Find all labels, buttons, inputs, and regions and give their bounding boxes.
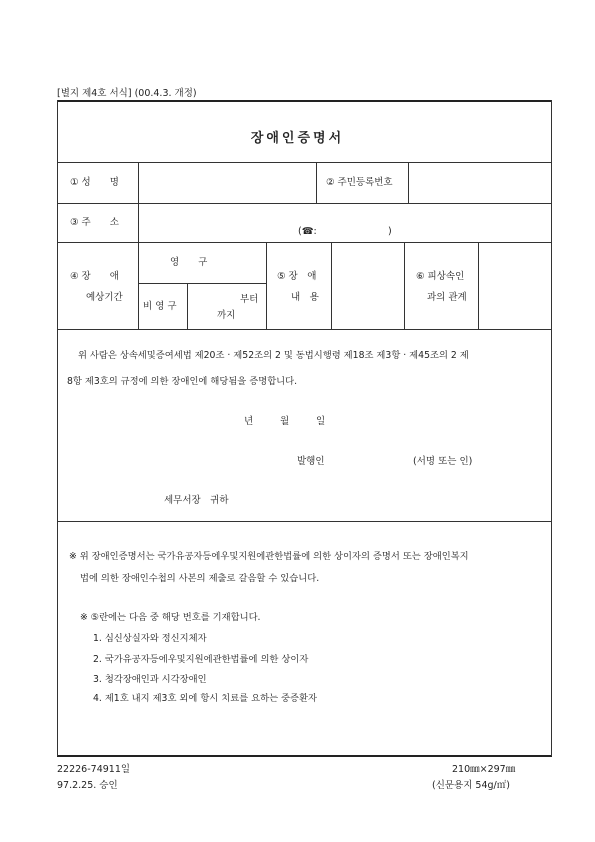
rule-v-r1c xyxy=(408,162,409,203)
note-1-line-1: ※ 위 장애인증명서는 국가유공자등에우및지원에관한법률에 의한 상이자의 증명서 또는 장애인복지 xyxy=(69,551,469,562)
frame-bottom xyxy=(57,755,552,757)
address-label: ③ 주 소 xyxy=(70,217,119,228)
rule-v-r3c xyxy=(266,242,267,329)
rrn-label: ② 주민등록번호 xyxy=(326,177,393,188)
rule-v-r3f xyxy=(478,242,479,329)
rule-v-r3a xyxy=(138,242,139,329)
certification-line-2: 8항 제3호의 규정에 의한 장애인에 해당됨을 증명합니다. xyxy=(67,376,298,387)
relationship-label-1: ⑥ 피상속인 xyxy=(416,271,465,282)
disability-content-label-2: 내 용 xyxy=(291,292,319,303)
frame-left xyxy=(57,100,58,756)
paper-type: (신문용지 54g/㎡) xyxy=(432,780,510,791)
name-label: ① 성 명 xyxy=(70,177,119,188)
note-item: 2. 국가유공자등에우및지원에관한법률에 의한 상이자 xyxy=(93,654,309,665)
relationship-field[interactable] xyxy=(480,244,549,327)
frame-top xyxy=(57,100,552,102)
phone-suffix: ) xyxy=(388,226,392,237)
date-month-label: 월 xyxy=(280,416,290,427)
rule-period-split xyxy=(138,283,266,284)
rrn-field[interactable] xyxy=(410,164,549,201)
note-1-line-2: 법에 의한 장애인수첩의 사본의 제출로 갈음할 수 있습니다. xyxy=(80,573,320,584)
note-item: 4. 제1호 내지 제3호 외에 항시 치료를 요하는 중증환자 xyxy=(93,693,317,704)
paper-size: 210㎜×297㎜ xyxy=(452,764,516,775)
disability-content-label-1: ⑤ 장 애 xyxy=(277,271,317,282)
rule-v-r2a xyxy=(138,203,139,242)
address-field[interactable] xyxy=(140,205,549,240)
permanent-label[interactable]: 영 구 xyxy=(170,257,208,268)
rule-cert-bottom xyxy=(57,521,552,522)
note-item: 3. 청각장애인과 시각장애인 xyxy=(93,674,207,685)
relationship-label-2: 과의 관계 xyxy=(427,292,467,303)
disability-period-label-1: ④ 장 애 xyxy=(70,271,119,282)
rule-v-r3b xyxy=(187,283,188,329)
rule-v-r3e xyxy=(404,242,405,329)
recipient-label: 세무서장 귀하 xyxy=(164,495,229,506)
date-day-label: 일 xyxy=(316,416,326,427)
note-item: 1. 심신상실자와 정신지체자 xyxy=(93,633,207,644)
disability-content-field[interactable] xyxy=(333,244,402,327)
rule-row1-bottom xyxy=(57,203,552,204)
frame-right xyxy=(551,100,552,756)
form-number: 22226-74911일 xyxy=(57,764,131,775)
rule-v-r1a xyxy=(138,162,139,203)
rule-title-bottom xyxy=(57,162,552,163)
document-title: 장애인증명서 xyxy=(250,131,345,146)
rule-v-r1b xyxy=(316,162,317,203)
note-2-title: ※ ⑤란에는 다음 중 해당 번호를 기재합니다. xyxy=(80,612,261,623)
name-field[interactable] xyxy=(140,164,314,201)
disability-period-label-2: 예상기간 xyxy=(86,292,123,303)
date-year-label: 년 xyxy=(244,416,254,427)
issuer-label: 발행인 xyxy=(297,456,325,467)
approval-date: 97.2.25. 승인 xyxy=(57,780,118,791)
signature-label: (서명 또는 인) xyxy=(413,456,473,467)
rule-row3-bottom xyxy=(57,329,552,330)
phone-prefix: (☎: xyxy=(298,226,317,237)
form-reference: [별지 제4호 서식] (00.4.3. 개정) xyxy=(57,88,197,99)
certification-line-1: 위 사람은 상속세및증여세법 제20조 · 제52조의 2 및 동법시행령 제18조 제3항 · 제45조의 2 제 xyxy=(78,350,469,361)
non-permanent-label[interactable]: 비 영 구 xyxy=(143,301,177,312)
rule-v-r3d xyxy=(331,242,332,329)
from-label: 부터 xyxy=(240,294,259,305)
until-label: 까지 xyxy=(217,310,236,321)
